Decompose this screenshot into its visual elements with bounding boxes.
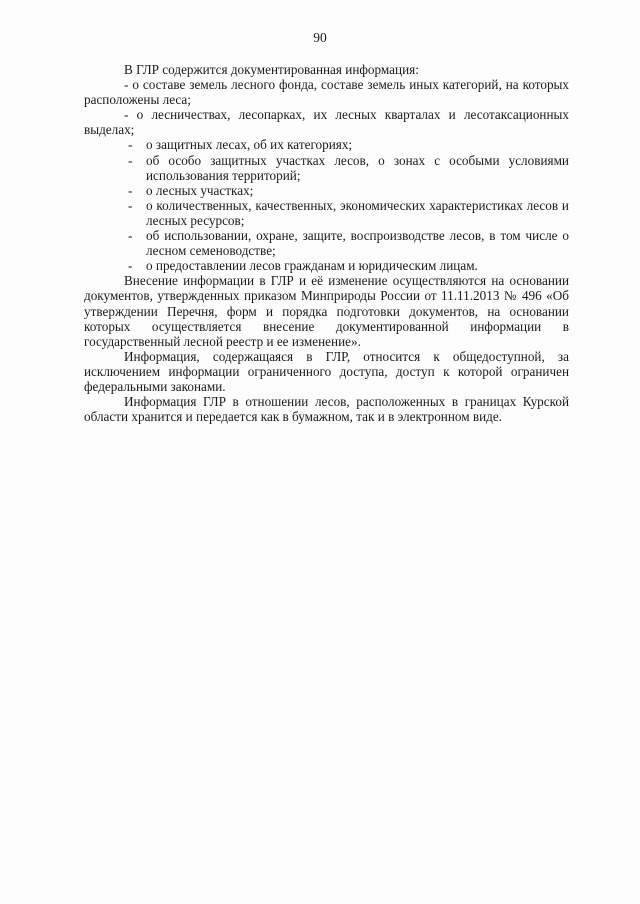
list-item bbox=[84, 258, 569, 273]
list-dash: - bbox=[128, 197, 133, 213]
page-number: 90 bbox=[313, 30, 327, 45]
list-dash: - bbox=[128, 258, 133, 274]
list-item-text: о защитных лесах, об их категориях; bbox=[146, 137, 353, 153]
list-item-text: об особо защитных участках лесов, о зонах с особыми условиями использования территорий; bbox=[146, 152, 569, 183]
paragraph-storage: Информация ГЛР в отношении лесов, расположенных в границах Курской области хранится и передается как в бумажном, так и в электронном виде. bbox=[84, 394, 569, 425]
paragraph-item-forestries: - о лесничествах, лесопарках, их лесных кварталах и лесотаксационных выделах; bbox=[84, 107, 569, 138]
document-body bbox=[84, 62, 569, 424]
list-item bbox=[84, 183, 569, 198]
list-item-text: о лесных участках; bbox=[146, 182, 254, 198]
list-item bbox=[84, 153, 569, 183]
list-item bbox=[84, 228, 569, 258]
paragraph-item-lands: - о составе земель лесного фонда, составе земель иных категорий, на которых расположены леса; bbox=[84, 77, 569, 108]
list-item bbox=[84, 137, 569, 152]
list-item-text: о предоставлении лесов гражданам и юридическим лицам. bbox=[146, 258, 478, 274]
list-item-text: о количественных, качественных, экономических характеристиках лесов и лесных ресурсов; bbox=[146, 197, 569, 228]
list-dash: - bbox=[128, 152, 133, 168]
paragraph-submission: Внесение информации в ГЛР и её изменение осуществляются на основании документов, утвержденных приказом Минприроды России от 11.11.2013 № 496 «Об утверждении Перечня, форм и порядка подготовки документов, на основании которых осуществляется внесение документированной информации в государственный лесной реестр и ее изменение». bbox=[84, 273, 569, 349]
list-item bbox=[84, 198, 569, 228]
list-item-text: об использовании, охране, защите, воспроизводстве лесов, в том числе о лесном семеноводстве; bbox=[146, 228, 569, 259]
paragraph-public-access: Информация, содержащаяся в ГЛР, относится к общедоступной, за исключением информации ограниченного доступа, доступ к которой ограничен федеральными законами. bbox=[84, 348, 569, 394]
list-dash: - bbox=[128, 182, 133, 198]
list-dash: - bbox=[128, 137, 133, 153]
bullet-list bbox=[84, 137, 569, 273]
paragraph-intro: В ГЛР содержится документированная информация: bbox=[124, 62, 419, 77]
list-dash: - bbox=[128, 228, 133, 244]
